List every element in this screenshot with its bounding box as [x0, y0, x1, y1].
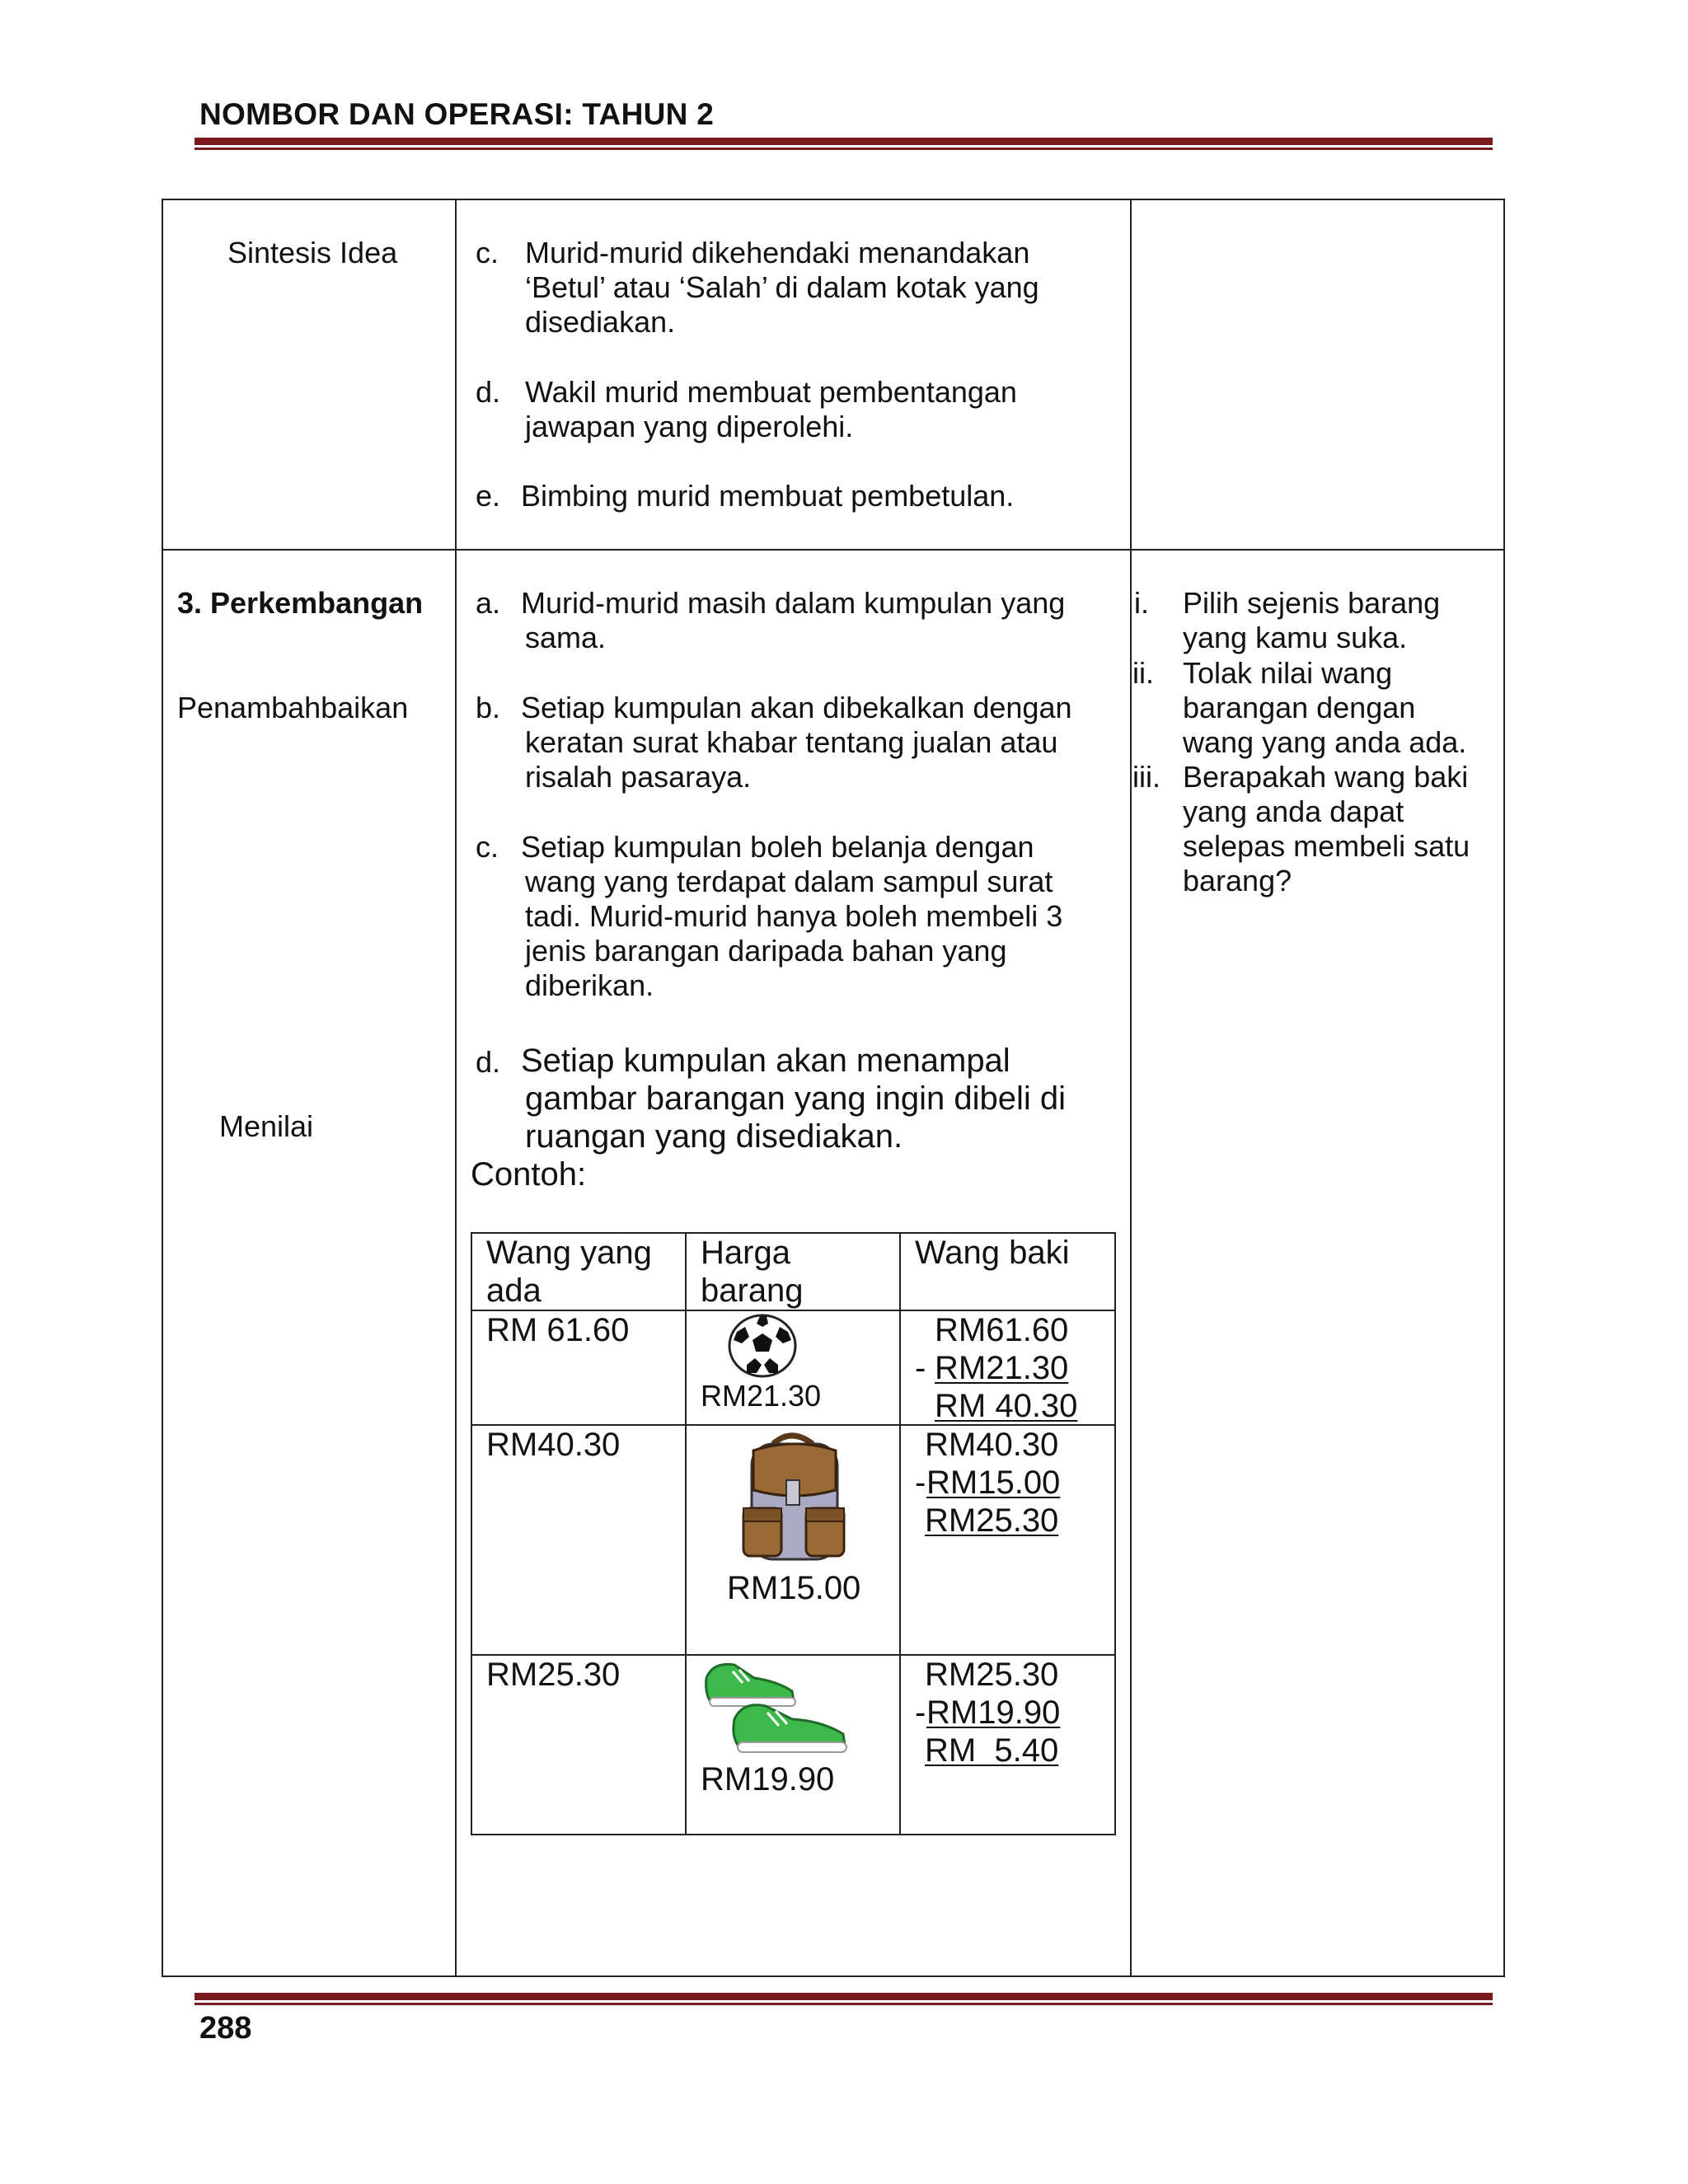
question-line: Tolak nilai wang — [1183, 656, 1393, 690]
step-line: Setiap kumpulan akan dibekalkan dengan — [521, 691, 1072, 724]
example-money-cell: RM25.30 — [486, 1657, 621, 1693]
example-price-label: RM21.30 — [701, 1379, 822, 1413]
row-divider — [162, 549, 1505, 551]
example-price-label: RM15.00 — [727, 1570, 861, 1606]
backpack-icon — [740, 1426, 847, 1564]
example-money-cell: RM 61.60 — [486, 1312, 630, 1348]
step-line: wang yang terdapat dalam sampul surat — [525, 865, 1053, 898]
section2-heading: 3. Perkembangan — [177, 586, 424, 620]
step-marker: d. — [476, 1045, 501, 1079]
question-line: Pilih sejenis barang — [1183, 586, 1441, 620]
question-line: Berapakah wang baki — [1183, 760, 1469, 794]
step-line: jawapan yang diperolehi. — [525, 410, 854, 443]
shoes-icon — [701, 1655, 848, 1757]
question-marker: ii. — [1132, 656, 1154, 690]
football-icon — [727, 1314, 798, 1378]
step-marker: c. — [476, 830, 499, 864]
example-money-cell: RM40.30 — [486, 1427, 621, 1463]
example-price-label: RM19.90 — [701, 1761, 835, 1797]
section2-sub-menilai: Menilai — [219, 1109, 314, 1143]
example-label: Contoh: — [471, 1156, 587, 1193]
step-line: Setiap kumpulan boleh belanja dengan — [521, 830, 1034, 864]
step-line: ‘Betul’ atau ‘Salah’ di dalam kotak yang — [525, 270, 1039, 304]
example-calc-line: RM21.30 — [935, 1350, 1069, 1386]
step-line: diberikan. — [525, 968, 654, 1002]
example-header-balance: Wang baki — [915, 1235, 1070, 1271]
question-line: barangan dengan — [1183, 691, 1416, 724]
question-marker: i. — [1134, 586, 1149, 620]
example-calc-line: RM25.30 — [925, 1657, 1059, 1693]
example-calc-line: RM40.30 — [925, 1427, 1059, 1463]
page-number: 288 — [199, 2011, 252, 2046]
page-header-title: NOMBOR DAN OPERASI: TAHUN 2 — [199, 97, 715, 131]
question-marker: iii. — [1132, 760, 1160, 794]
header-rule — [195, 138, 1493, 150]
example-col-divider-1 — [685, 1232, 687, 1835]
step-line: Setiap kumpulan akan menampal — [521, 1043, 1010, 1079]
example-header-price: barang — [701, 1272, 804, 1309]
step-line: Murid-murid masih dalam kumpulan yang — [521, 586, 1066, 620]
step-line: risalah pasaraya. — [525, 760, 752, 794]
example-calc-result: RM25.30 — [925, 1502, 1059, 1539]
example-calc-line: RM61.60 — [935, 1312, 1069, 1348]
example-header-money: ada — [486, 1272, 542, 1309]
example-calc-minus: - — [915, 1465, 926, 1501]
question-line: selepas membeli satu — [1183, 829, 1470, 863]
example-header-price: Harga — [701, 1235, 790, 1271]
column-divider-2 — [1130, 199, 1132, 1977]
example-calc-result: RM 5.40 — [925, 1732, 1059, 1769]
example-calc-minus: - — [915, 1694, 926, 1731]
question-line: barang? — [1183, 864, 1292, 898]
step-line: keratan surat khabar tentang jualan atau — [525, 725, 1058, 759]
section1-label: Sintesis Idea — [227, 236, 398, 269]
example-calc-line: RM19.90 — [926, 1694, 1061, 1731]
step-line: Wakil murid membuat pembentangan — [525, 375, 1017, 409]
example-calc-minus: - — [915, 1350, 926, 1386]
step-line: disediakan. — [525, 305, 676, 339]
step-line: tadi. Murid-murid hanya boleh membeli 3 — [525, 899, 1063, 933]
step-marker: a. — [476, 586, 501, 620]
example-col-divider-2 — [899, 1232, 901, 1835]
step-line: Bimbing murid membuat pembetulan. — [521, 479, 1015, 513]
step-line: Murid-murid dikehendaki menandakan — [525, 236, 1030, 269]
footer-rule — [195, 1993, 1493, 2005]
step-line: ruangan yang disediakan. — [525, 1118, 903, 1155]
step-marker: d. — [476, 375, 501, 409]
column-divider-1 — [455, 199, 457, 1977]
step-line: sama. — [525, 621, 607, 654]
question-line: wang yang anda ada. — [1183, 725, 1467, 759]
step-marker: b. — [476, 691, 501, 724]
question-line: yang kamu suka. — [1183, 621, 1408, 654]
section2-sub-penambahbaikan: Penambahbaikan — [177, 691, 409, 724]
step-line: gambar barangan yang ingin dibeli di — [525, 1080, 1067, 1117]
step-marker: c. — [476, 236, 499, 269]
step-line: jenis barangan daripada bahan yang — [525, 934, 1007, 968]
example-calc-result: RM 40.30 — [935, 1388, 1078, 1424]
question-line: yang anda dapat — [1183, 794, 1404, 828]
example-header-money: Wang yang — [486, 1235, 652, 1271]
example-calc-line: RM15.00 — [926, 1465, 1061, 1501]
step-marker: e. — [476, 479, 501, 513]
